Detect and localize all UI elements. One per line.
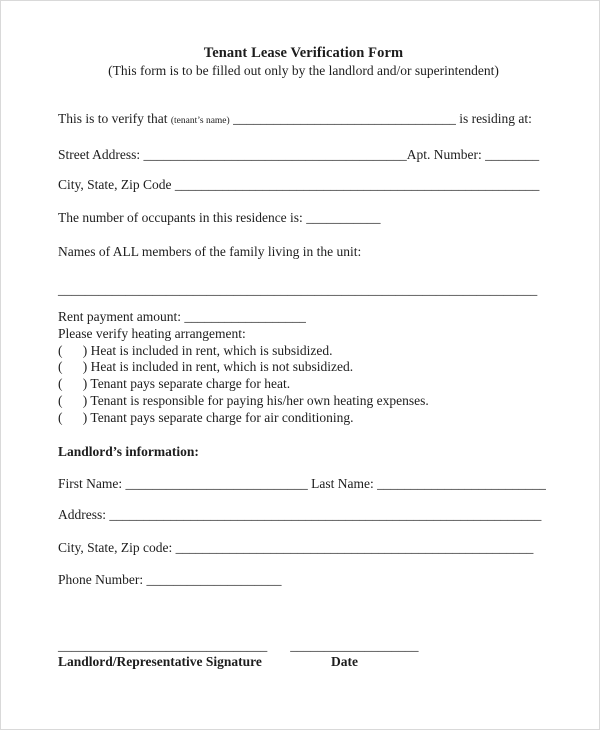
rent-amount-field[interactable]: __________________ bbox=[184, 309, 306, 324]
city-state-zip-line bbox=[58, 176, 549, 193]
heating-option-own-expenses-label: Tenant is responsible for paying his/her own heating expenses. bbox=[90, 392, 429, 408]
street-address-label: Street Address: bbox=[58, 147, 141, 162]
heating-option-not-subsidized bbox=[58, 359, 549, 376]
heating-option-not-subsidized-label: Heat is included in rent, which is not subsidized. bbox=[90, 359, 354, 375]
apt-number-field[interactable]: ________ bbox=[485, 147, 540, 162]
heating-option-air-conditioning-checkbox[interactable]: ( ) bbox=[58, 409, 88, 425]
occupants-label: The number of occupants in this residence is: bbox=[58, 210, 303, 225]
landlord-phone-field[interactable]: ____________________ bbox=[146, 572, 282, 588]
last-name-label: Last Name: bbox=[311, 476, 374, 492]
landlord-phone-label: Phone Number: bbox=[58, 572, 144, 588]
heating-option-own-expenses-checkbox[interactable]: ( ) bbox=[58, 392, 88, 408]
heating-option-air-conditioning bbox=[58, 410, 549, 427]
landlord-address-field[interactable]: ________________________________________________________________ bbox=[109, 507, 542, 523]
verify-line bbox=[58, 110, 549, 130]
landlord-name-line bbox=[58, 475, 549, 492]
street-address-line bbox=[58, 146, 549, 163]
landlord-city-state-zip-field[interactable]: _____________________________________________________ bbox=[175, 540, 534, 556]
heating-option-separate-heat bbox=[58, 376, 549, 393]
date-field[interactable]: ___________________ bbox=[290, 638, 419, 654]
heating-arrangement-label: Please verify heating arrangement: bbox=[58, 325, 246, 341]
last-name-field[interactable]: _________________________ bbox=[377, 476, 546, 492]
first-name-field[interactable]: ___________________________ bbox=[125, 476, 308, 492]
rent-amount-label: Rent payment amount: bbox=[58, 309, 181, 324]
signature-blank-line bbox=[58, 639, 549, 653]
landlord-address-label: Address: bbox=[58, 507, 106, 523]
heating-arrangement-line bbox=[58, 326, 549, 343]
occupants-field[interactable]: ___________ bbox=[306, 210, 381, 225]
heating-option-separate-heat-checkbox[interactable]: ( ) bbox=[58, 376, 88, 391]
street-address-field[interactable]: _______________________________________ bbox=[143, 147, 407, 162]
heating-option-air-conditioning-label: Tenant pays separate charge for air conditioning. bbox=[90, 409, 354, 425]
form-title: Tenant Lease Verification Form bbox=[203, 45, 404, 61]
landlord-address-line bbox=[58, 506, 549, 523]
verify-label: This is to verify that bbox=[58, 111, 168, 126]
tenant-name-hint: (tenant’s name) bbox=[170, 116, 230, 126]
occupants-line bbox=[58, 209, 549, 226]
heating-option-own-expenses bbox=[58, 393, 549, 410]
date-label: Date bbox=[331, 654, 358, 670]
landlord-city-state-zip-label: City, State, Zip code: bbox=[58, 540, 173, 556]
city-state-zip-field[interactable]: ______________________________________________________ bbox=[174, 177, 540, 192]
tenant-name-field[interactable]: _________________________________ bbox=[233, 111, 456, 126]
heating-option-subsidized-checkbox[interactable]: ( ) bbox=[58, 342, 88, 358]
form-subtitle: (This form is to be filled out only by the landlord and/or superintendent) bbox=[108, 63, 499, 78]
family-members-blank-line bbox=[58, 281, 549, 298]
city-state-zip-label: City, State, Zip Code bbox=[58, 177, 172, 192]
apt-number-label: Apt. Number: bbox=[406, 147, 482, 162]
landlord-city-state-zip-line bbox=[58, 539, 549, 556]
signature-label: Landlord/Representative Signature bbox=[58, 654, 262, 670]
rent-heating-section bbox=[58, 309, 549, 426]
heating-option-separate-heat-label: Tenant pays separate charge for heat. bbox=[90, 376, 291, 391]
family-members-field[interactable]: _______________________________________________________________________ bbox=[58, 282, 538, 297]
landlord-phone-line bbox=[58, 571, 549, 588]
family-members-line bbox=[58, 243, 549, 260]
signature-labels-line bbox=[58, 653, 549, 670]
landlord-info-heading: Landlord’s information: bbox=[58, 444, 199, 460]
signature-field[interactable]: _______________________________ bbox=[58, 638, 268, 654]
heating-option-subsidized bbox=[58, 343, 549, 360]
rent-amount-line bbox=[58, 309, 549, 326]
heating-option-not-subsidized-checkbox[interactable]: ( ) bbox=[58, 359, 88, 375]
family-members-label: Names of ALL members of the family living in the unit: bbox=[58, 244, 362, 259]
heating-option-subsidized-label: Heat is included in rent, which is subsidized. bbox=[90, 342, 333, 358]
verify-suffix: is residing at: bbox=[459, 111, 532, 126]
first-name-label: First Name: bbox=[58, 476, 123, 492]
